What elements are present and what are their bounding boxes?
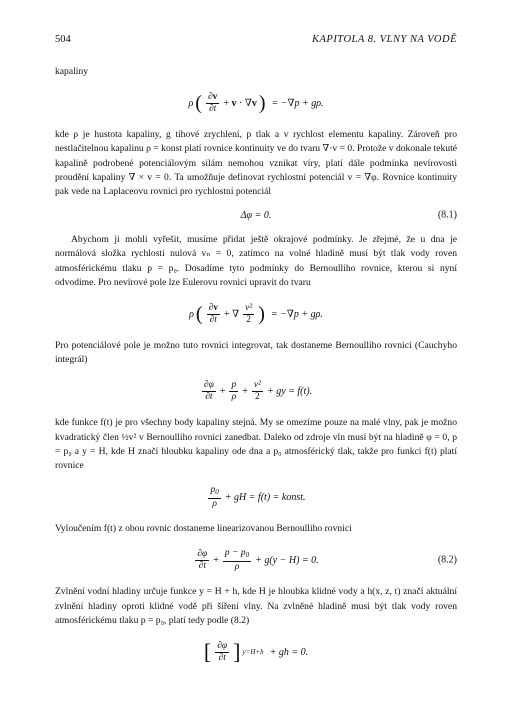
paragraph-3: Abychom ji mohli vyřešit, musíme přidat ještě okrajové podmínky. Je zřejmé, že u dna je normálová složka rychlosti nulová vₙ = 0, zatímco na volné hladině musí být tlak vody roven atmosférickému tlaku p = p₀. Dosadíme tyto podmínky do Bernoulliho rovnice, kterou si nyní odvodíme. Pro nevírové pole lze Eulerovu rovnici upravit do tvaru bbox=[55, 234, 457, 288]
equation-euler-potential-rhs: = −∇p + gρ. bbox=[270, 308, 323, 320]
equation-surface-tail: + gh = 0. bbox=[269, 646, 309, 658]
equation-euler-rhs: = −∇p + gρ. bbox=[271, 97, 324, 109]
equation-laplace bbox=[55, 206, 457, 224]
paragraph-1: kapaliny bbox=[55, 66, 89, 77]
paragraph-7: Zvlnění vodní hladiny určuje funkce y = H + h, kde H je hloubka klidné vody a h(x, z, t) značí aktuální zvlnění hladiny oproti klidné vodě při šíření vlny. Na zvlněné hladině musí být tlak vody roven atmosférickému tlaku p = p₀, platí tedy podle (8.2) bbox=[55, 586, 457, 626]
paragraph-4: Pro potenciálové pole je možno tuto rovnici integrovat, tak dostaneme Bernoulliho rovnici (Cauchyho integrál) bbox=[55, 340, 457, 366]
equation-surface: [ $\frac{\partial\varphi}{\partial t}$ ] y=H+h + gh = 0. bbox=[203, 639, 309, 665]
equation-linearized-bernoulli: $\frac{\partial\varphi}{\partial t}$ + $\frac{p - p_0}{\rho}$ + g(y − H) = 0. (8.2) bbox=[197, 547, 457, 572]
page-number: 504 bbox=[55, 34, 71, 45]
equation-constant-tail: + gH = f(t) = konst. bbox=[224, 491, 306, 503]
running-title: KAPITOLA 8. VLNY NA VODĚ bbox=[311, 34, 457, 45]
equation-surface-subscript: y=H+h bbox=[242, 648, 264, 657]
equation-linearized-tail: + g(y − H) = 0. bbox=[255, 554, 319, 566]
paragraph-6: Vyloučením f(t) z obou rovnic dostaneme linearizovanou Bernoulliho rovnici bbox=[55, 523, 352, 535]
paragraph-5: kde funkce f(t) je pro všechny body kapaliny stejná. My se omezíme pouze na malé vlny, pak je možno kvadratický člen ½v² v Bernoulliho rovnici zanedbat. Daleko od zdroje vln musí být na hladině φ = 0, p = p₀ a y = H, kde H značí hloubku kapaliny ode dna a p₀ atmosférický tlak, takže pro funkci f(t) platí rovnice bbox=[55, 417, 457, 472]
equation-bernoulli: $\frac{\partial\varphi}{\partial t}$ + $\frac{p}{\rho}$ + $\frac{\text{v²}}{2}$ + gy = f(t). bbox=[203, 379, 313, 402]
equation-number-8-1: (8.1) bbox=[437, 209, 457, 221]
equation-euler: ρ ( $\frac{\partial v}{\partial t}$ + v · ∇v ) = −∇p + gρ. bbox=[188, 91, 324, 115]
equation-laplace-body: Δφ = 0. bbox=[240, 209, 272, 221]
equation-number-8-2: (8.2) bbox=[437, 554, 457, 566]
running-header bbox=[55, 34, 457, 45]
page bbox=[55, 34, 457, 677]
paragraph-2: kde ρ je hustota kapaliny, g tíhové zrychlení, p tlak a v rychlost elementu kapaliny. Zároveň pro nestlačitelnou kapalinu ρ = konst platí rovnice kontinuity ve do tvaru ∇·v = 0. Protože v dokonale tekuté kapalině podrobené potenciálovým silám nemohou vznikat víry, platí dále podmínka nevírovosti proudění kapaliny ∇ × v = 0. Ta umožňuje definovat rychlostní potenciál v = ∇φ. Rovnice kontinuity pak vede na Laplaceovu rovnici pro rychlostní potenciál bbox=[55, 129, 457, 198]
equation-bernoulli-tail: + gy = f(t). bbox=[266, 385, 313, 397]
equation-constant: $\frac{p_0}{\rho}$ + gH = f(t) = konst. bbox=[210, 484, 306, 509]
equation-euler-potential: ρ ( $\frac{\partial v}{\partial t}$ + ∇ $\frac{\text{v²}}{2}$ ) = −∇p + gρ. bbox=[189, 302, 323, 326]
